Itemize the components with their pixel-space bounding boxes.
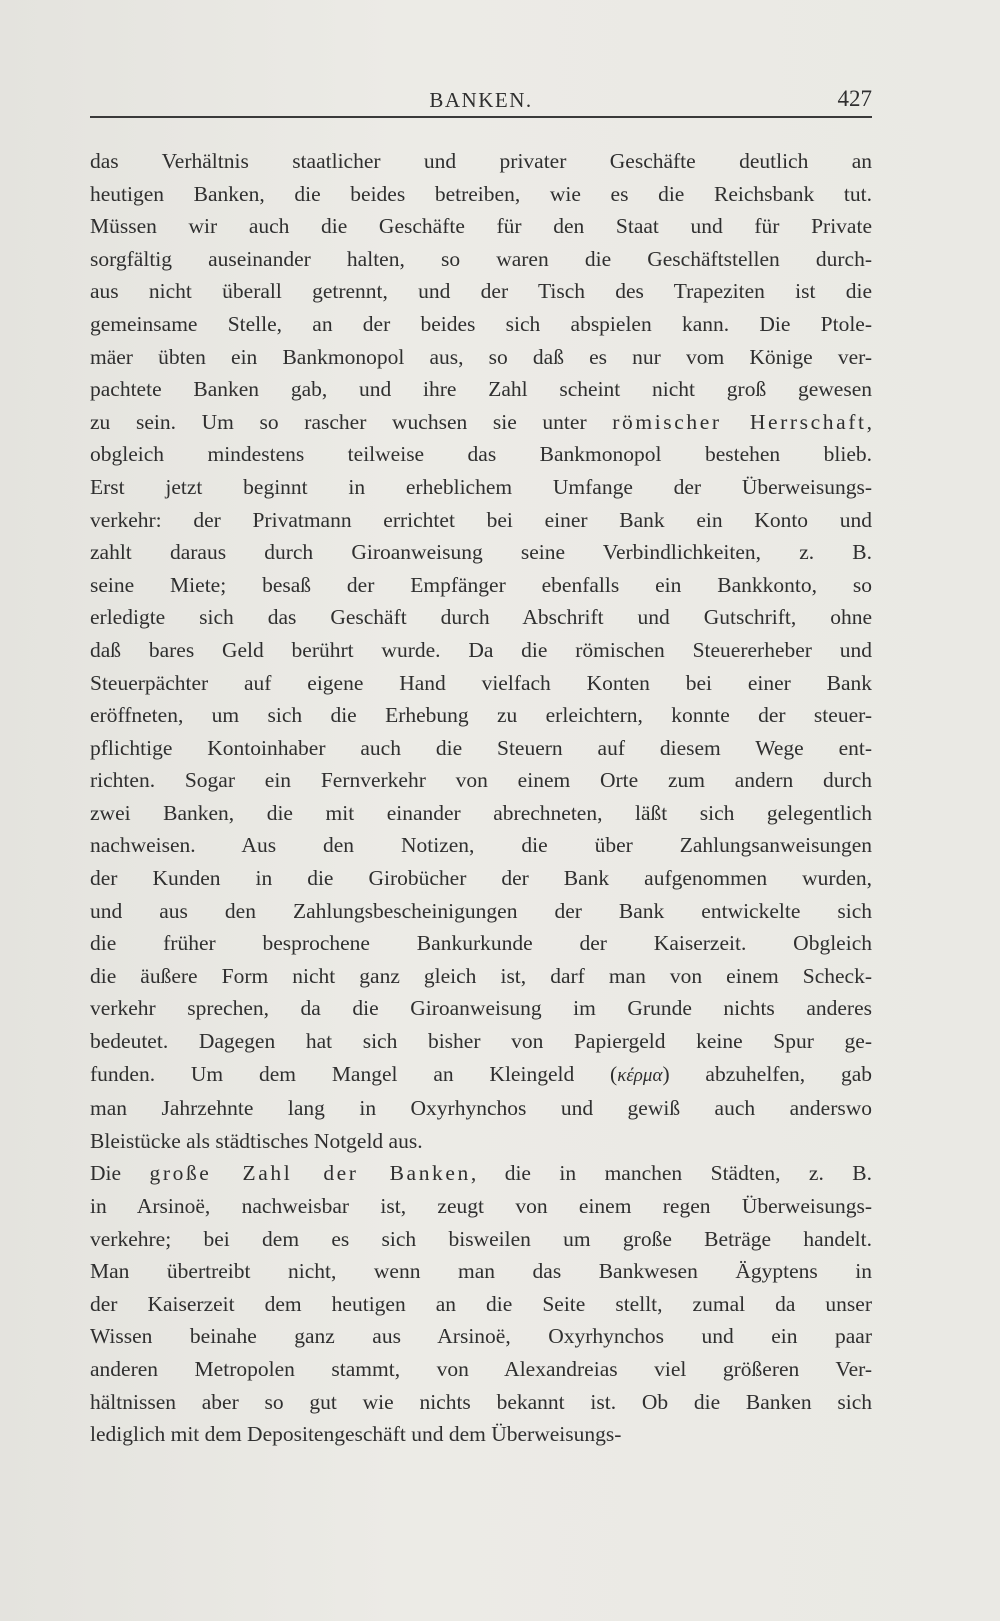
- text-line: daß bares Geld berührt wurde. Da die römischen Steuererheber und: [90, 637, 872, 662]
- text-line: hältnissen aber so gut wie nichts bekannt ist. Ob die Banken sich: [90, 1389, 872, 1414]
- emphasis-spaced: große Zahl der Banken: [149, 1161, 471, 1186]
- text-line: heutigen Banken, die beides betreiben, wie es die Reichsbank tut.: [90, 181, 872, 206]
- text-line: zahlt daraus durch Giroanweisung seine Verbindlichkeiten, z. B.: [90, 540, 872, 565]
- text-line: verkehr sprechen, da die Giroanweisung im Grunde nichts anderes: [90, 996, 872, 1021]
- text-line: verkehr: der Privatmann errichtet bei einer Bank ein Konto und: [90, 507, 872, 532]
- text-line: der Kaiserzeit dem heutigen an die Seite stellt, zumal da unser: [90, 1291, 872, 1316]
- line-segment: ,: [866, 409, 872, 434]
- text-line: Erst jetzt beginnt in erheblichem Umfange der Überweisungs-: [90, 474, 872, 499]
- text-line: das Verhältnis staatlicher und privater Geschäfte deutlich an: [90, 149, 872, 173]
- text-line: nachweisen. Aus den Notizen, die über Zahlungsanweisungen: [90, 833, 872, 858]
- text-line: [90, 1058, 872, 1093]
- text-line: in Arsinoë, nachweisbar ist, zeugt von einem regen Überweisungs-: [90, 1194, 872, 1218]
- text-line: richten. Sogar ein Fernverkehr von einem Orte zum andern durch: [90, 768, 872, 793]
- text-line: obgleich mindestens teilweise das Bankmonopol bestehen blieb.: [90, 442, 872, 467]
- line-segment: Die: [90, 1161, 150, 1186]
- text-line: aus nicht überall getrennt, und der Tisch des Trapeziten ist die: [90, 279, 872, 304]
- text-line: pflichtige Kontoinhaber auch die Steuern auf diesem Wege ent-: [90, 735, 872, 760]
- text-line: und aus den Zahlungsbescheinigungen der Bank entwickelte sich: [90, 898, 872, 923]
- text-line: Man übertreibt nicht, wenn man das Bankwesen Ägyptens in: [90, 1259, 872, 1284]
- text-line: erledigte sich das Geschäft durch Abschrift und Gutschrift, ohne: [90, 605, 872, 630]
- text-line: verkehre; bei dem es sich bisweilen um große Beträge handelt.: [90, 1226, 872, 1251]
- text-line: die äußere Form nicht ganz gleich ist, darf man von einem Scheck-: [90, 963, 872, 988]
- text-line: Bleistücke als städtisches Notgeld aus.: [90, 1128, 423, 1153]
- line-segment: funden. Um dem Mangel an Kleingeld (: [90, 1061, 618, 1086]
- text-line: sorgfältig auseinander halten, so waren die Geschäftstellen durch-: [90, 246, 872, 271]
- text-line: anderen Metropolen stammt, von Alexandreias viel größeren Ver-: [90, 1356, 872, 1381]
- text-line: [90, 1157, 872, 1190]
- text-line: bedeutet. Dagegen hat sich bisher von Papiergeld keine Spur ge-: [90, 1029, 872, 1054]
- body-text: [90, 145, 872, 1451]
- text-line: Wissen beinahe ganz aus Arsinoë, Oxyrhynchos und ein paar: [90, 1324, 872, 1349]
- text-line: zwei Banken, die mit einander abrechneten, läßt sich gelegentlich: [90, 800, 872, 825]
- text-line: der Kunden in die Girobücher der Bank aufgenommen wurden,: [90, 866, 872, 891]
- header-rule: [90, 116, 872, 118]
- greek-word: κέρμα: [617, 1064, 663, 1086]
- line-segment: ) abzuhelfen, gab: [662, 1061, 872, 1086]
- line-segment: , die in manchen Städten, z. B.: [470, 1161, 872, 1186]
- text-line: pachtete Banken gab, und ihre Zahl scheint nicht groß gewesen: [90, 377, 872, 402]
- text-line: die früher besprochene Bankurkunde der Kaiserzeit. Obgleich: [90, 931, 872, 956]
- text-line: seine Miete; besaß der Empfänger ebenfalls ein Bankkonto, so: [90, 572, 872, 597]
- text-line: [90, 406, 872, 439]
- running-head: BANKEN.: [429, 88, 533, 112]
- text-line: mäer übten ein Bankmonopol aus, so daß es nur vom Könige ver-: [90, 344, 872, 369]
- text-line: man Jahrzehnte lang in Oxyrhynchos und gewiß auch anderswo: [90, 1096, 872, 1121]
- page-header: [90, 82, 872, 118]
- text-line: gemeinsame Stelle, an der beides sich abspielen kann. Die Ptole-: [90, 311, 872, 336]
- text-line: Müssen wir auch die Geschäfte für den Staat und für Private: [90, 214, 872, 239]
- text-line: Steuerpächter auf eigene Hand vielfach Konten bei einer Bank: [90, 670, 872, 695]
- line-segment: zu sein. Um so rascher wuchsen sie unter: [90, 409, 613, 434]
- text-line: lediglich mit dem Depositengeschäft und dem Überweisungs-: [90, 1422, 622, 1447]
- emphasis-spaced: römischer Herrschaft: [612, 409, 867, 434]
- text-line: eröffneten, um sich die Erhebung zu erleichtern, konnte der steuer-: [90, 703, 872, 728]
- page-number: 427: [837, 86, 872, 111]
